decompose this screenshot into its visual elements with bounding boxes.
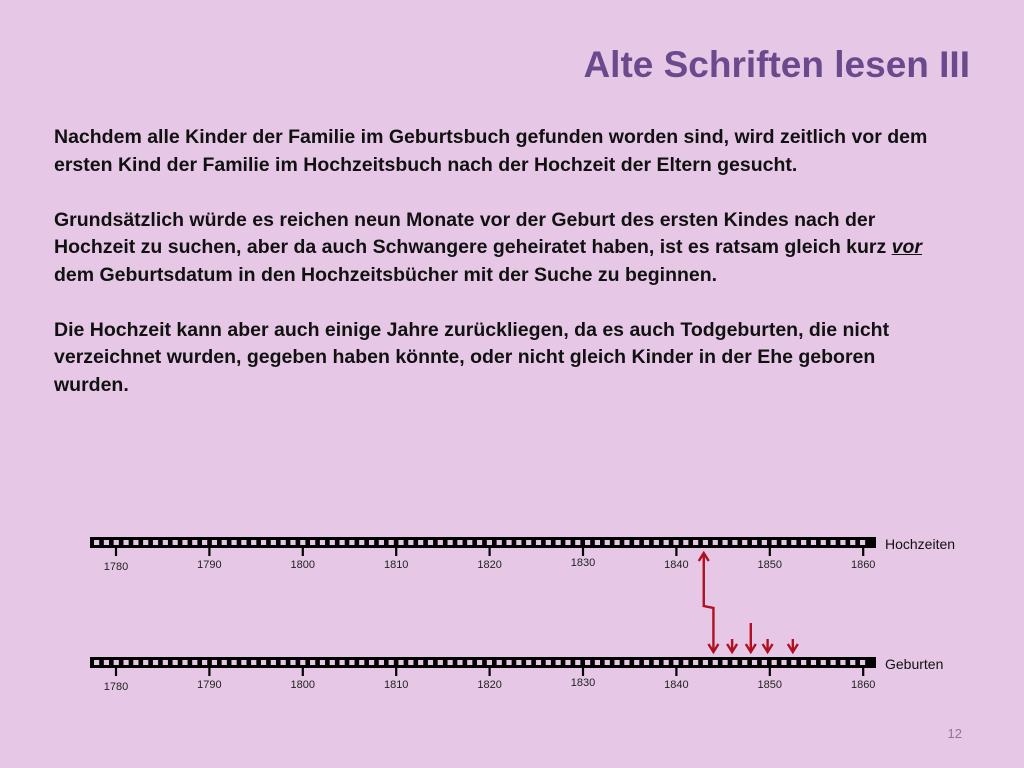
- strip-window: [261, 660, 266, 665]
- strip-window: [123, 540, 128, 545]
- timeline-diagram: [0, 520, 1024, 705]
- strip-window: [153, 660, 158, 665]
- strip-window: [173, 540, 178, 545]
- body-text: [54, 124, 954, 427]
- strip-window: [408, 660, 413, 665]
- tick-label: 1790: [197, 559, 222, 571]
- strip-window: [104, 540, 109, 545]
- strip-window: [752, 540, 757, 545]
- strip-window: [811, 660, 816, 665]
- paragraph-2-emphasis: vor: [891, 236, 923, 258]
- strip-window: [850, 540, 855, 545]
- strip-window: [300, 660, 305, 665]
- strip-window: [379, 660, 384, 665]
- tick-label: 1800: [290, 679, 316, 691]
- tick-label: 1830: [570, 557, 596, 569]
- strip-window: [556, 660, 561, 665]
- paragraph-2: [54, 207, 954, 290]
- strip-window: [123, 660, 128, 665]
- strip-window: [526, 540, 531, 545]
- tick-label: 1830: [570, 677, 596, 689]
- strip-window: [428, 540, 433, 545]
- strip-window: [114, 540, 119, 545]
- strip-window: [497, 660, 502, 665]
- paragraph-2-end: dem Geburtsdatum in den Hochzeitsbücher mit der Suche zu beginnen.: [54, 263, 718, 286]
- strip-window: [821, 540, 826, 545]
- strip-window: [94, 540, 99, 545]
- tick-label: 1790: [197, 679, 222, 691]
- strip-window: [182, 660, 187, 665]
- strip-window: [192, 660, 197, 665]
- strip-window: [664, 540, 669, 545]
- strip-window: [349, 540, 354, 545]
- paragraph-3: Die Hochzeit kann aber auch einige Jahre zurückliegen, da es auch Todgeburten, die nicht verzeichnet wurden, gegeben haben könnte, oder nicht gleich Kinder in der Ehe geboren wurden.: [54, 318, 890, 396]
- strip-window: [448, 660, 453, 665]
- strip-window: [664, 660, 669, 665]
- strip-window: [261, 540, 266, 545]
- strip-window: [683, 540, 688, 545]
- tick-label: 1780: [103, 561, 129, 573]
- strip-window: [614, 660, 619, 665]
- strip-window: [791, 540, 796, 545]
- strip-window: [693, 540, 698, 545]
- tick-label: 1840: [664, 559, 689, 571]
- strip-window: [457, 660, 462, 665]
- strip-window: [173, 660, 178, 665]
- strip-window: [359, 660, 364, 665]
- strip-window: [477, 540, 482, 545]
- strip-window: [703, 660, 708, 665]
- strip-window: [811, 540, 816, 545]
- strip-window: [359, 540, 364, 545]
- strip-window: [605, 540, 610, 545]
- strip-window: [231, 660, 236, 665]
- timeline-label: Geburten: [885, 656, 944, 672]
- strip-window: [143, 660, 148, 665]
- strip-window: [251, 540, 256, 545]
- strip-window: [320, 540, 325, 545]
- strip-window: [732, 660, 737, 665]
- strip-window: [202, 660, 207, 665]
- tick-label: 1810: [383, 679, 409, 691]
- strip-window: [556, 540, 561, 545]
- strip-window: [94, 660, 99, 665]
- strip-window: [546, 540, 551, 545]
- strip-window: [379, 540, 384, 545]
- strip-window: [192, 540, 197, 545]
- strip-window: [231, 540, 236, 545]
- strip-window: [713, 660, 718, 665]
- strip-window: [241, 540, 246, 545]
- strip-window: [369, 540, 374, 545]
- tick-label: 1810: [383, 559, 409, 571]
- strip-window: [222, 540, 227, 545]
- strip-window: [369, 660, 374, 665]
- tick-label: 1780: [103, 681, 129, 693]
- strip-window: [438, 540, 443, 545]
- strip-window: [762, 540, 767, 545]
- strip-window: [673, 540, 678, 545]
- strip-window: [281, 540, 286, 545]
- strip-window: [634, 660, 639, 665]
- strip-window: [722, 660, 727, 665]
- strip-window: [772, 540, 777, 545]
- strip-window: [791, 660, 796, 665]
- strip-window: [300, 540, 305, 545]
- strip-window: [133, 540, 138, 545]
- strip-window: [575, 660, 580, 665]
- strip-window: [457, 540, 462, 545]
- tick-label: 1820: [477, 679, 502, 691]
- page-number: 12: [947, 726, 962, 741]
- strip-window: [801, 660, 806, 665]
- strip-window: [595, 540, 600, 545]
- tick-label: 1860: [850, 679, 876, 691]
- strip-window: [251, 660, 256, 665]
- strip-window: [624, 660, 629, 665]
- strip-window: [624, 540, 629, 545]
- strip-window: [241, 660, 246, 665]
- strip-window: [271, 540, 276, 545]
- strip-window: [742, 540, 747, 545]
- strip-window: [722, 540, 727, 545]
- strip-window: [585, 540, 590, 545]
- strip-window: [840, 540, 845, 545]
- strip-window: [281, 660, 286, 665]
- strip-window: [163, 660, 168, 665]
- strip-window: [526, 660, 531, 665]
- strip-window: [516, 660, 521, 665]
- strip-window: [330, 540, 335, 545]
- strip-window: [428, 660, 433, 665]
- strip-window: [614, 540, 619, 545]
- paragraph-2-start: Grundsätzlich würde es reichen neun Monate vor der Geburt des ersten Kindes nach der Hochzeit zu suchen, aber da auch Schwangere geheiratet haben, ist es ratsam gleich kurz: [54, 208, 892, 258]
- strip-window: [133, 660, 138, 665]
- strip-window: [673, 660, 678, 665]
- strip-window: [762, 660, 767, 665]
- strip-window: [398, 540, 403, 545]
- tick-label: 1840: [664, 679, 689, 691]
- strip-window: [516, 540, 521, 545]
- strip-window: [222, 660, 227, 665]
- strip-window: [752, 660, 757, 665]
- strip-window: [202, 540, 207, 545]
- strip-window: [546, 660, 551, 665]
- strip-window: [389, 540, 394, 545]
- strip-window: [831, 660, 836, 665]
- strip-window: [438, 660, 443, 665]
- timeline-label: Hochzeiten: [885, 536, 956, 552]
- strip-window: [801, 540, 806, 545]
- strip-window: [340, 660, 345, 665]
- timeline-strip: [90, 657, 876, 668]
- tick-label: 1850: [757, 679, 783, 691]
- strip-window: [497, 540, 502, 545]
- strip-window: [781, 660, 786, 665]
- tick-label: 1800: [290, 559, 316, 571]
- strip-window: [831, 540, 836, 545]
- strip-window: [654, 660, 659, 665]
- strip-window: [349, 660, 354, 665]
- strip-window: [182, 540, 187, 545]
- strip-window: [693, 660, 698, 665]
- strip-window: [212, 660, 217, 665]
- strip-window: [114, 660, 119, 665]
- strip-window: [860, 540, 865, 545]
- strip-window: [742, 660, 747, 665]
- strip-window: [850, 660, 855, 665]
- strip-window: [683, 660, 688, 665]
- strip-window: [821, 660, 826, 665]
- strip-window: [732, 540, 737, 545]
- strip-window: [772, 660, 777, 665]
- strip-window: [320, 660, 325, 665]
- strip-window: [477, 660, 482, 665]
- strip-window: [408, 540, 413, 545]
- strip-window: [310, 660, 315, 665]
- strip-window: [605, 660, 610, 665]
- timeline-strip: [90, 537, 876, 548]
- paragraph-1: Nachdem alle Kinder der Familie im Geburtsbuch gefunden worden sind, wird zeitlich vor dem ersten Kind der Familie im Hochzeitsbuch nach der Hochzeit der Eltern gesucht.: [54, 126, 928, 176]
- strip-window: [634, 540, 639, 545]
- strip-window: [565, 540, 570, 545]
- strip-window: [536, 540, 541, 545]
- strip-window: [448, 540, 453, 545]
- strip-window: [506, 660, 511, 665]
- strip-window: [565, 660, 570, 665]
- strip-window: [340, 540, 345, 545]
- strip-window: [654, 540, 659, 545]
- strip-window: [104, 660, 109, 665]
- strip-window: [487, 660, 492, 665]
- strip-window: [840, 660, 845, 665]
- strip-window: [163, 540, 168, 545]
- strip-window: [212, 540, 217, 545]
- strip-window: [644, 660, 649, 665]
- strip-window: [467, 660, 472, 665]
- strip-window: [398, 660, 403, 665]
- strip-window: [536, 660, 541, 665]
- tick-label: 1820: [477, 559, 502, 571]
- tick-label: 1860: [850, 559, 876, 571]
- strip-window: [585, 660, 590, 665]
- strip-window: [506, 540, 511, 545]
- strip-window: [290, 540, 295, 545]
- strip-window: [703, 540, 708, 545]
- strip-window: [575, 540, 580, 545]
- strip-window: [595, 660, 600, 665]
- strip-window: [153, 540, 158, 545]
- strip-window: [467, 540, 472, 545]
- strip-window: [290, 660, 295, 665]
- slide-title: Alte Schriften lesen III: [583, 44, 970, 85]
- strip-window: [143, 540, 148, 545]
- strip-window: [330, 660, 335, 665]
- tick-label: 1850: [757, 559, 783, 571]
- strip-window: [389, 660, 394, 665]
- strip-window: [418, 660, 423, 665]
- strip-window: [781, 540, 786, 545]
- strip-window: [644, 540, 649, 545]
- strip-window: [487, 540, 492, 545]
- strip-window: [310, 540, 315, 545]
- strip-window: [860, 660, 865, 665]
- strip-window: [418, 540, 423, 545]
- strip-window: [713, 540, 718, 545]
- strip-window: [271, 660, 276, 665]
- connector-arrow: [704, 554, 714, 651]
